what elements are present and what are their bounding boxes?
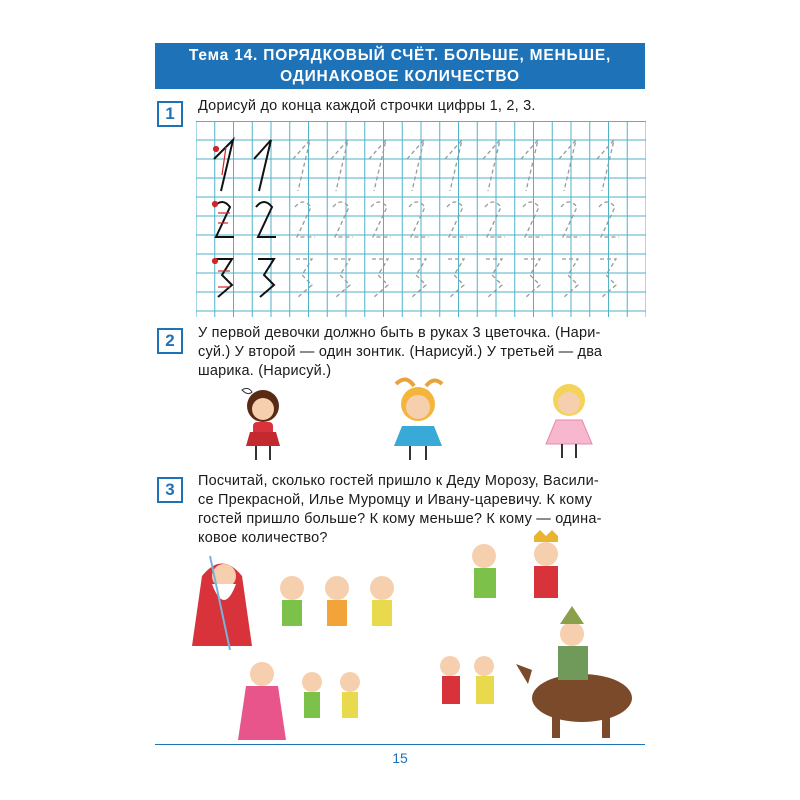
page-number: 15 bbox=[392, 750, 408, 766]
task-3-line: се Прекрасной, Илье Муромцу и Ивану-царевичу. К кому bbox=[198, 492, 593, 508]
task-3-number: 3 bbox=[157, 477, 183, 503]
task-3-line: Посчитай, сколько гостей пришло к Деду Морозу, Васили- bbox=[198, 473, 599, 489]
task-2-text bbox=[198, 324, 648, 381]
task-3-text bbox=[198, 472, 648, 548]
digit-2-traces bbox=[295, 202, 619, 237]
task-3-line: ковое количество? bbox=[198, 530, 328, 546]
digit-2-sample bbox=[214, 202, 276, 237]
ded-moroz-guests-illustration bbox=[192, 546, 412, 650]
writing-grid bbox=[196, 121, 646, 317]
topic-title-line2: ОДИНАКОВОЕ КОЛИЧЕСТВО bbox=[280, 68, 520, 85]
footer-divider bbox=[155, 744, 645, 745]
task-2-number: 2 bbox=[157, 328, 183, 354]
vasilisa-guests-illustration bbox=[232, 652, 382, 742]
digit-3-traces bbox=[296, 259, 616, 297]
task-2-line: У первой девочки должно быть в руках 3 цветочка. (Нари- bbox=[198, 325, 601, 341]
digit-1-traces bbox=[293, 140, 614, 191]
girl-3-illustration bbox=[534, 378, 604, 464]
task-2-line: шарика. (Нарисуй.) bbox=[198, 363, 332, 379]
digit-1-sample bbox=[214, 140, 271, 191]
ilya-muromets-guests-illustration bbox=[432, 604, 646, 740]
topic-header bbox=[155, 43, 645, 89]
task-2-line: суй.) У второй — один зонтик. (Нарисуй.) У третьей — два bbox=[198, 344, 603, 360]
girl-2-illustration bbox=[376, 374, 456, 464]
task-1-text: Дорисуй до конца каждой строчки цифры 1, 2, 3. bbox=[198, 98, 536, 114]
topic-title-line1: Тема 14. ПОРЯДКОВЫЙ СЧЁТ. БОЛЬШЕ, МЕНЬШЕ, bbox=[188, 47, 612, 64]
girl-1-illustration bbox=[228, 384, 298, 464]
digit-3-sample bbox=[216, 259, 274, 297]
task-1-number: 1 bbox=[157, 101, 183, 127]
task-3-line: гостей пришло больше? К кому меньше? К кому — одина- bbox=[198, 511, 602, 527]
